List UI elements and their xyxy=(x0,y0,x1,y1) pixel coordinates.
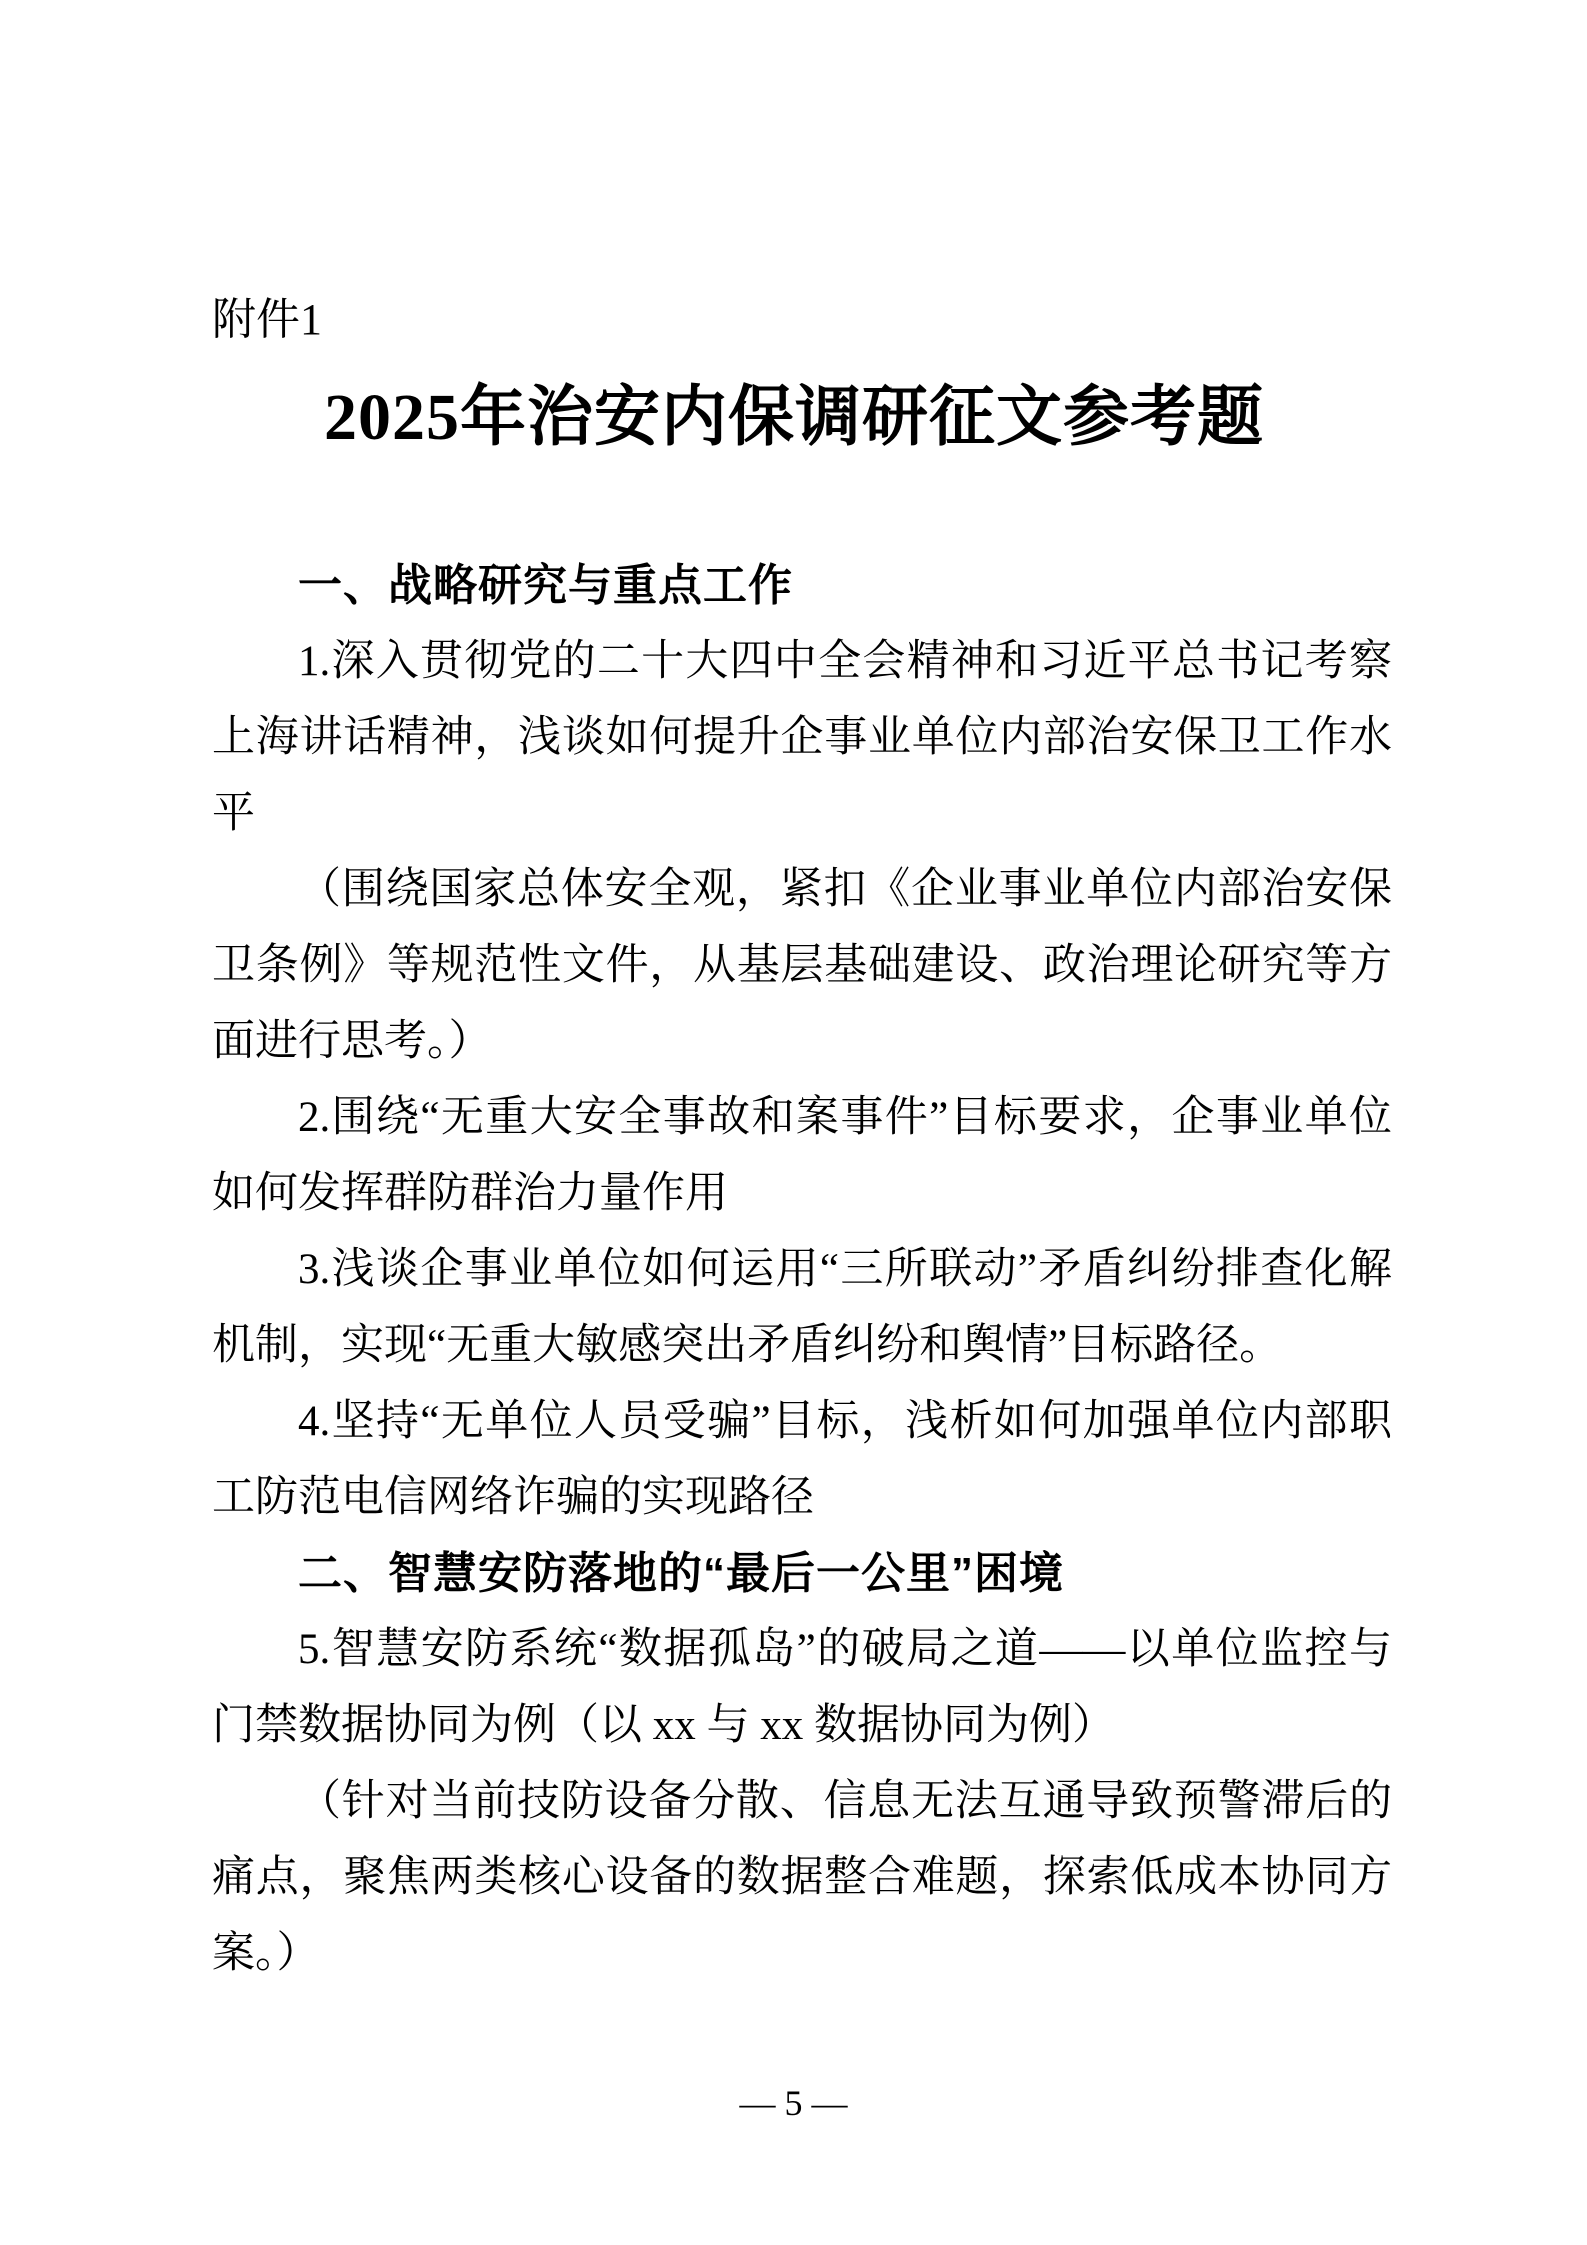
doc-line: 上海讲话精神，浅谈如何提升企事业单位内部治安保卫工作水 xyxy=(212,714,1392,761)
section-heading-1: 一、战略研究与重点工作 xyxy=(298,561,793,610)
doc-line: 案。） xyxy=(212,1930,320,1977)
doc-line: 工防范电信网络诈骗的实现路径 xyxy=(212,1474,814,1521)
doc-line: 平 xyxy=(212,790,255,837)
section-heading-2: 二、智慧安防落地的“最后一公里”困境 xyxy=(298,1549,1064,1598)
doc-line: （围绕国家总体安全观，紧扣《企业事业单位内部治安保 xyxy=(298,866,1392,913)
doc-line: 门禁数据协同为例（以 xx 与 xx 数据协同为例） xyxy=(212,1702,1115,1749)
doc-line: 2.围绕“无重大安全事故和案事件”目标要求，企事业单位 xyxy=(298,1094,1392,1141)
document-body xyxy=(212,548,1392,1992)
doc-line: 痛点，聚焦两类核心设备的数据整合难题，探索低成本协同方 xyxy=(212,1854,1392,1901)
doc-line: 5.智慧安防系统“数据孤岛”的破局之道——以单位监控与 xyxy=(298,1626,1392,1673)
attachment-label: 附件1 xyxy=(212,295,322,344)
doc-line: 1.深入贯彻党的二十大四中全会精神和习近平总书记考察 xyxy=(298,638,1392,685)
doc-line: 如何发挥群防群治力量作用 xyxy=(212,1170,728,1217)
doc-line: 3.浅谈企事业单位如何运用“三所联动”矛盾纠纷排查化解 xyxy=(298,1246,1392,1293)
page-number: — 5 — xyxy=(739,2083,848,2123)
doc-line: 卫条例》等规范性文件，从基层基础建设、政治理论研究等方 xyxy=(212,942,1392,989)
page-title: 2025年治安内保调研征文参考题 xyxy=(324,381,1264,454)
doc-line: 4.坚持“无单位人员受骗”目标，浅析如何加强单位内部职 xyxy=(298,1398,1392,1445)
doc-line: 机制，实现“无重大敏感突出矛盾纠纷和舆情”目标路径。 xyxy=(212,1322,1283,1369)
doc-line: （针对当前技防设备分散、信息无法互通导致预警滞后的 xyxy=(298,1778,1392,1825)
doc-line: 面进行思考。） xyxy=(212,1018,492,1065)
